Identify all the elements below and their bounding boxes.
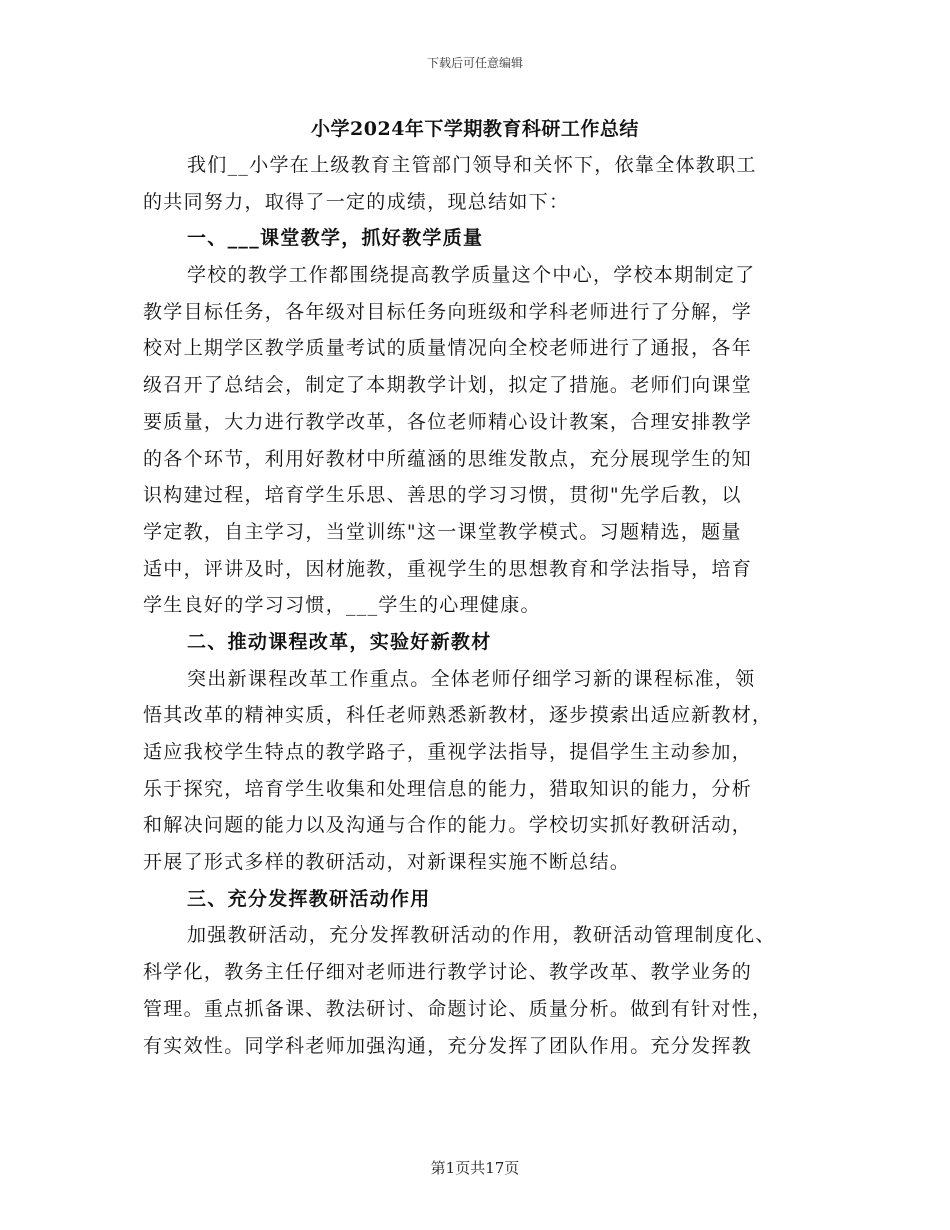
paragraph-line: 有实效性。同学科老师加强沟通，充分发挥了团队作用。充分发挥教 xyxy=(143,1034,753,1057)
paragraph-line: 学生良好的学习习惯，___学生的心理健康。 xyxy=(143,594,541,617)
section-heading: 二、推动课程改革，实验好新教材 xyxy=(187,630,492,653)
section-heading: 一、___课堂教学，抓好教学质量 xyxy=(187,227,484,250)
paragraph-line: 适中，评讲及时，因材施教，重视学生的思想教育和学法指导，培育 xyxy=(143,557,753,580)
paragraph-line: 教学目标任务，各年级对目标任务向班级和学科老师进行了分解，学 xyxy=(143,300,753,323)
paragraph-line: 要质量，大力进行教学改革，各位老师精心设计教案，合理安排教学 xyxy=(143,410,753,433)
paragraph-line: 加强教研活动，充分发挥教研活动的作用，教研活动管理制度化、 xyxy=(187,924,776,947)
paragraph-line: 的共同努力，取得了一定的成绩，现总结如下： xyxy=(143,190,570,213)
paragraph-line: 级召开了总结会，制定了本期教学计划，拟定了措施。老师们向课堂 xyxy=(143,374,753,397)
page-header-note: 下载后可任意编辑 xyxy=(426,56,523,70)
paragraph-line: 学校的教学工作都围绕提高教学质量这个中心，学校本期制定了 xyxy=(187,264,756,287)
document-body xyxy=(143,147,808,1064)
document-title: 小学2024年下学期教育科研工作总结 xyxy=(311,118,639,140)
paragraph-line: 和解决问题的能力以及沟通与合作的能力。学校切实抓好教研活动， xyxy=(143,814,753,837)
paragraph-line: 学定教，自主学习，当堂训练"这一课堂教学模式。习题精选，题量 xyxy=(143,520,742,543)
page-number-footer: 第1页共17页 xyxy=(430,1159,520,1177)
paragraph-line: 科学化，教务主任仔细对老师进行教学讨论、教学改革、教学业务的 xyxy=(143,961,753,984)
paragraph-line: 开展了形式多样的教研活动，对新课程实施不断总结。 xyxy=(143,851,631,874)
paragraph-line: 管理。重点抓备课、教法研讨、命题讨论、质量分析。做到有针对性， xyxy=(143,997,773,1020)
paragraph-line: 识构建过程，培育学生乐思、善思的学习习惯，贯彻"先学后教，以 xyxy=(143,484,742,507)
paragraph-line: 突出新课程改革工作重点。全体老师仔细学习新的课程标准，领 xyxy=(187,667,756,690)
paragraph-line: 乐于探究，培育学生收集和处理信息的能力，猎取知识的能力，分析 xyxy=(143,777,753,800)
paragraph-line: 的各个环节，利用好教材中所蕴涵的思维发散点，充分展现学生的知 xyxy=(143,447,753,470)
paragraph-line: 校对上期学区教学质量考试的质量情况向全校老师进行了通报，各年 xyxy=(143,337,753,360)
paragraph-line: 我们__小学在上级教育主管部门领导和关怀下，依靠全体教职工 xyxy=(187,154,757,176)
paragraph-line: 悟其改革的精神实质，科任老师熟悉新教材，逐步摸索出适应新教材， xyxy=(143,704,773,727)
section-heading: 三、充分发挥教研活动作用 xyxy=(187,887,431,910)
paragraph-line: 适应我校学生特点的教学路子，重视学法指导，提倡学生主动参加， xyxy=(143,741,753,763)
